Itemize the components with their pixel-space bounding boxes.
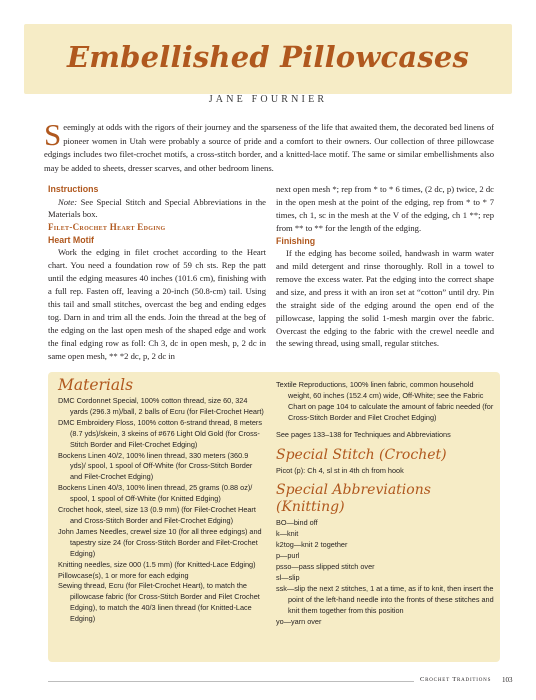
abbreviation-item: yo—yarn over [276,616,322,626]
special-stitch-heading: Special Stitch (Crochet) [276,446,447,463]
materials-item: Textile Reproductions, 100% linen fabric, common household weight, 60 inches (152.4 cm) wide, Off-White; see the Fabric Chart on page 104 to calculate the amount of fabric needed (for Cross-Stitch Border and Filet Crochet Edging) [276,380,494,422]
heart-motif-heading: Heart Motif [48,234,94,245]
see-pages-note: See pages 133–138 for Techniques and Abbreviations [276,429,451,439]
materials-item: Knitting needles, size 000 (1.5 mm) (for Knitted-Lace Edging) [58,559,256,569]
special-abbreviations-heading: Special Abbreviations (Knitting) [276,482,431,516]
intro-text: eemingly at odds with the rigors of their journey and the sparseness of the life that awaited them, the decorated bed linens of pioneer women in Utah were probably a source of pride and a comfort to their owners. Our collection of three pillowcase edgings includes two filet-crochet motifs, a cross-stitch border, and a knitted-lace motif. The same or similar embellishments also may be added to sheets, dresser scarves, and other bedroom linens. [44,122,494,173]
abbreviation-item: psso—pass slipped stitch over [276,562,375,572]
intro-paragraph [44,117,494,175]
author-byline: JANE FOURNIER [208,94,328,105]
page-footer [0,676,536,690]
finishing-heading: Finishing [276,235,316,246]
drop-cap: S [44,117,62,152]
materials-item: Bockens Linen 40/2, 100% linen thread, 330 meters (360.9 yds)/ spool, 1 spool of Off-White (for Cross-Stitch Border and Filet-Crochet Edging) [58,450,253,482]
materials-item: John James Needles, crewel size 10 (for all three edgings) and tapestry size 24 (for Cross-Stitch Border and Filet-Crochet Edging) [58,526,262,558]
abbreviation-item: ssk—slip the next 2 stitches, 1 at a time, as if to knit, then insert the point of the left-hand needle into the fronts of these stitches and knit them together from this position [276,583,494,615]
instructions-column-left [48,183,266,362]
materials-item: Sewing thread, Ecru (for Filet-Crochet Heart), to match the pillowcase fabric (for Cross-Stitch Border and Filet Crochet Edging), to match the 40/3 linen thread (for Knitted-Lace Edging) [58,581,260,624]
materials-column-left [58,376,266,625]
materials-heading: Materials [58,376,134,394]
instructions-column-right [276,183,494,350]
abbreviation-item: k2tog—knit 2 together [276,540,348,550]
page-title: Embellished Pillowcases [66,40,470,74]
continued-text: next open mesh *; rep from * to * 6 times, (2 dc, p) twice, 2 dc in the open mesh at the point of the edging, rep from * to * 7 times, ch 1, sc in the mesh at the V of the edging, ch 1 **; rep from ** to ** for the length of the edging. [276,184,494,233]
abbreviation-item: BO—bind off [276,518,318,528]
page-number: 103 [502,676,513,684]
finishing-text: If the edging has become soiled, handwash in warm water and mild detergent and rinse thoroughly. Roll in a towel to remove the excess water. Pat the edging into the correct shape and size, and press it with an iron set at “cotton” until dry. Pin the straight side of the edging around the open end of the pillowcase, lapping the solid 1-mesh margin over the fabric. Overcast the edging to the fabric with the crewel needle and the sewing thread, using small, regular stitches. [276,248,494,349]
abbreviation-item: sl—slip [276,572,300,582]
materials-item: DMC Embroidery Floss, 100% cotton 6-strand thread, 8 meters (8.7 yds)/skein, 3 skeins of #676 Light Old Gold (for Cross-Stitch Border and Filet-Crochet Edging) [58,417,262,449]
special-stitch-text: Picot (p): Ch 4, sl st in 4th ch from hook [276,465,404,475]
abbreviation-item: p—purl [276,551,300,561]
instructions-note [48,196,266,222]
note-label: Note: [58,196,78,207]
footer-rule [48,681,414,682]
materials-column-right [276,380,494,628]
materials-item: Pillowcase(s), 1 or more for each edging [58,570,189,580]
instructions-heading: Instructions [48,184,99,194]
abbreviation-item: k—knit [276,529,299,539]
note-text: See Special Stitch and Special Abbreviations in the Materials box. [48,196,266,220]
filet-crochet-subheading: Filet-Crochet Heart Edging [48,222,166,233]
materials-item: Crochet hook, steel, size 13 (0.9 mm) (for Filet-Crochet Heart and Cross-Stitch Border and Filet-Crochet Edging) [58,505,256,525]
materials-item: DMC Cordonnet Special, 100% cotton thread, size 60, 324 yards (296.3 m)/ball, 2 balls of Ecru (for Filet-Crochet Heart) [58,396,264,416]
heart-motif-text: Work the edging in filet crochet according to the Heart chart. You need a foundation row of 59 ch sts. Rep the patt until the edging measures 40 inches (101.6 cm), finishing with a full rep. Fasten off, leaving a 20-inch (50.8-cm) tail. Using this tail and small stitches, overcast the beg and ending edges tog. Darn in and trim all the ends. Join the thread at the beg of the edging on the last open mesh of the shaped edge and work the final edging row as foll: Ch 3, dc in open mesh, p, 2 dc in same open mesh, ** *2 dc, p, 2 dc in [48,247,266,361]
materials-item: Bockens Linen 40/3, 100% linen thread, 25 grams (0.88 oz)/ spool, 1 spool of Off-White (for Knitted Edging) [58,483,253,504]
running-title: Crochet Traditions [420,676,492,683]
